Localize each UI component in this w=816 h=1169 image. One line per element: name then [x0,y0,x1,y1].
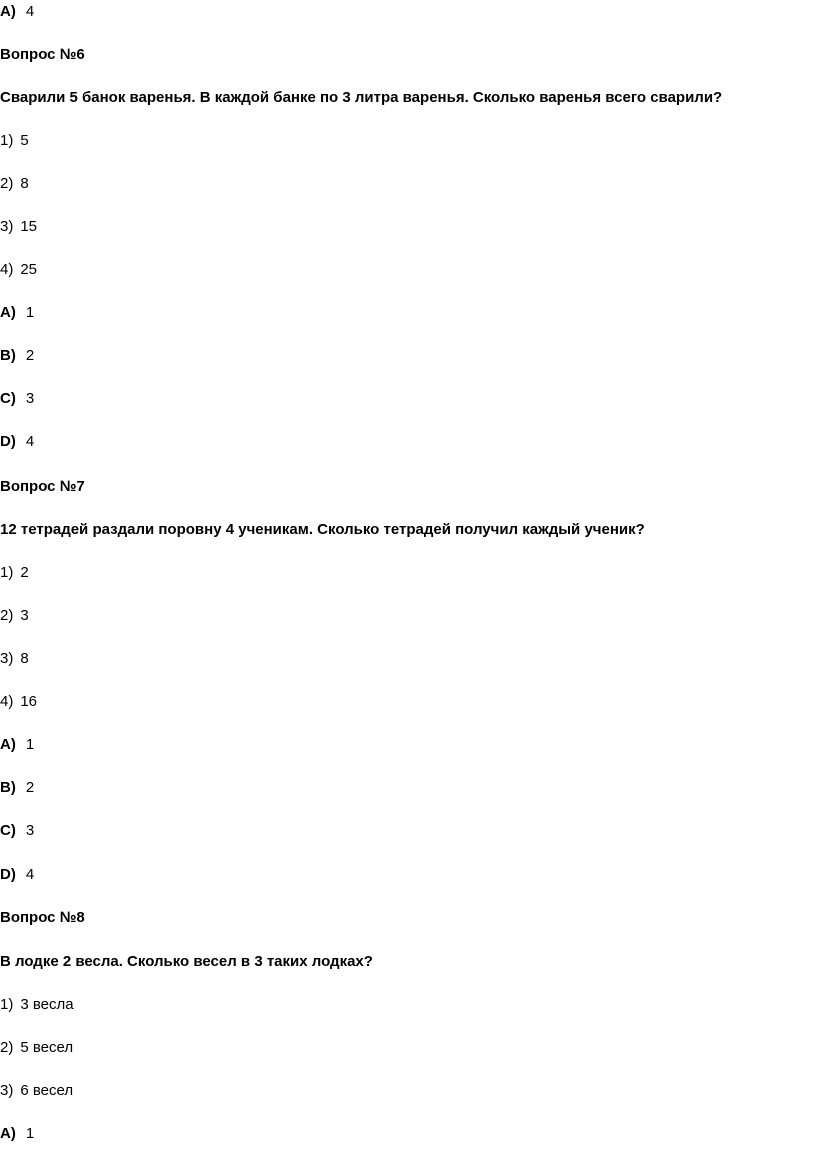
option-number: 3) [0,1082,14,1099]
option-row [0,563,29,583]
option-row [0,995,74,1015]
option-number: 4) [0,261,14,278]
answer-value: 3 [25,390,35,407]
answer-row [0,432,34,452]
option-text: 6 весел [20,1082,74,1099]
option-text: 8 [20,650,29,667]
option-text: 2 [20,564,29,581]
answer-row [0,303,34,323]
option-row [0,217,37,237]
option-text: 25 [20,261,38,278]
answer-row [0,389,34,409]
option-number: 4) [0,693,14,710]
option-text: 3 весла [20,996,74,1013]
answer-value: 4 [25,3,35,20]
answer-value: 3 [25,822,35,839]
answer-row [0,2,34,22]
answer-letter: C) [0,390,16,407]
question-7-title: Вопрос №7 [0,478,85,495]
question-8-text: В лодке 2 весла. Сколько весел в 3 таких лодках? [0,953,373,970]
option-row [0,131,29,151]
option-number: 3) [0,218,14,235]
answer-row [0,821,34,841]
option-row [0,1081,73,1101]
question-6-text: Сварили 5 банок варенья. В каждой банке по 3 литра варенья. Сколько варенья всего сварили? [0,89,723,106]
option-row [0,1038,73,1058]
answer-letter: B) [0,347,16,364]
answer-value: 1 [25,736,35,753]
question-8-title: Вопрос №8 [0,909,85,926]
option-number: 1) [0,132,14,149]
option-row [0,692,37,712]
option-number: 2) [0,607,14,624]
answer-letter: A) [0,304,16,321]
question-7-text: 12 тетрадей раздали поровну 4 ученикам. Сколько тетрадей получил каждый ученик? [0,521,645,538]
option-row [0,606,29,626]
option-number: 1) [0,564,14,581]
answer-value: 2 [25,347,35,364]
option-text: 3 [20,607,29,624]
answer-letter: A) [0,3,16,20]
answer-letter: A) [0,1125,16,1142]
option-number: 3) [0,650,14,667]
option-row [0,260,37,280]
option-text: 16 [20,693,38,710]
option-row [0,649,29,669]
answer-row [0,346,34,366]
answer-letter: C) [0,822,16,839]
option-text: 5 [20,132,29,149]
option-number: 1) [0,996,14,1013]
answer-row [0,865,34,885]
answer-row [0,735,34,755]
answer-letter: D) [0,866,16,883]
option-text: 5 весел [20,1039,74,1056]
answer-row [0,778,34,798]
option-row [0,174,29,194]
answer-value: 1 [25,304,35,321]
answer-letter: D) [0,433,16,450]
answer-value: 1 [25,1125,35,1142]
answer-value: 4 [25,866,35,883]
answer-letter: B) [0,779,16,796]
answer-letter: A) [0,736,16,753]
answer-value: 2 [25,779,35,796]
option-number: 2) [0,1039,14,1056]
answer-value: 4 [25,433,35,450]
question-6-title: Вопрос №6 [0,46,85,63]
option-text: 15 [20,218,38,235]
option-text: 8 [20,175,29,192]
option-number: 2) [0,175,14,192]
answer-row [0,1124,34,1144]
